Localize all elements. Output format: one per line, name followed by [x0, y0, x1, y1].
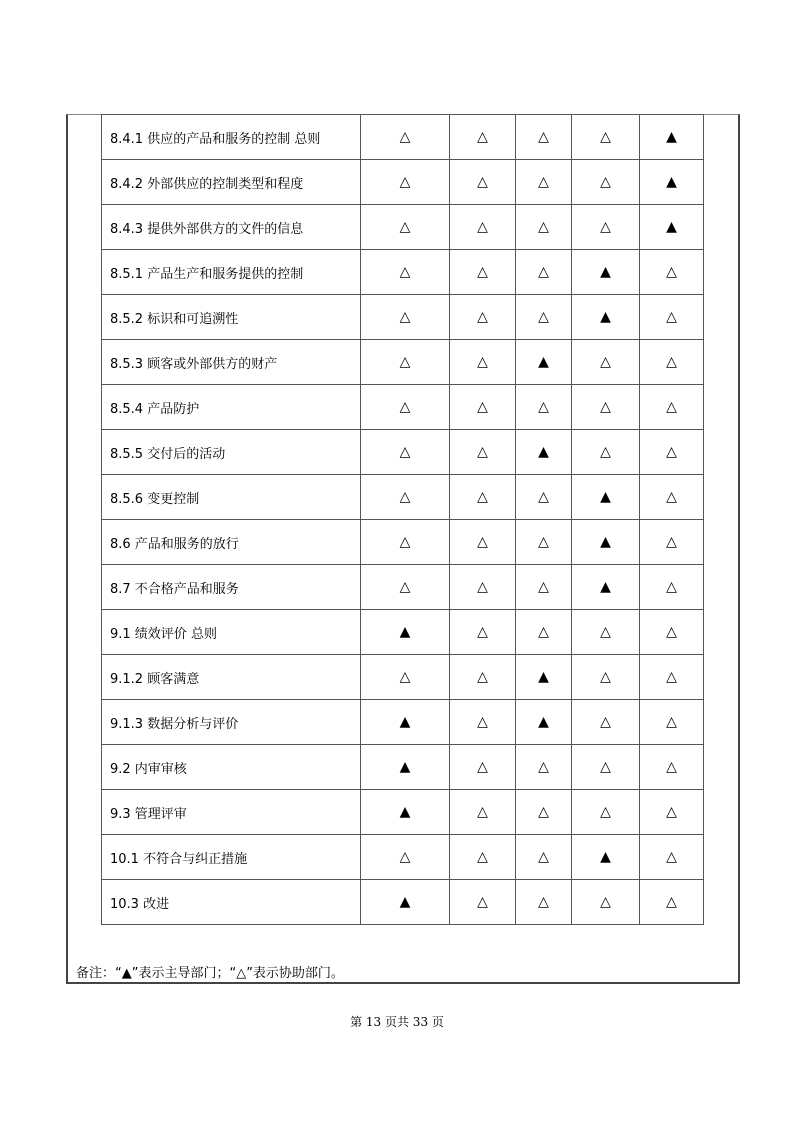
responsibility-mark-cell: △ — [361, 250, 450, 295]
responsibility-mark-cell: △ — [572, 655, 640, 700]
table-row — [102, 475, 704, 520]
responsibility-mark-cell: △ — [450, 655, 516, 700]
responsibility-mark-cell: ▲ — [516, 655, 572, 700]
responsibility-mark-cell: ▲ — [572, 475, 640, 520]
responsibility-mark-cell: △ — [516, 205, 572, 250]
responsibility-mark-cell: △ — [450, 565, 516, 610]
clause-cell: 8.4.1 供应的产品和服务的控制 总则 — [102, 115, 361, 160]
responsibility-mark-cell: △ — [450, 160, 516, 205]
responsibility-mark-cell: ▲ — [361, 880, 450, 925]
responsibility-mark-cell: △ — [361, 295, 450, 340]
clause-cell: 8.4.3 提供外部供方的文件的信息 — [102, 205, 361, 250]
responsibility-mark-cell: △ — [361, 520, 450, 565]
responsibility-mark-cell: △ — [516, 790, 572, 835]
clause-cell: 10.1 不符合与纠正措施 — [102, 835, 361, 880]
table-row — [102, 250, 704, 295]
clause-cell: 9.2 内审审核 — [102, 745, 361, 790]
table-row — [102, 880, 704, 925]
responsibility-mark-cell: △ — [361, 475, 450, 520]
matrix-body — [102, 115, 704, 925]
table-row — [102, 790, 704, 835]
clause-cell: 8.5.2 标识和可追溯性 — [102, 295, 361, 340]
responsibility-mark-cell: △ — [572, 700, 640, 745]
responsibility-mark-cell: △ — [640, 700, 704, 745]
responsibility-mark-cell: △ — [516, 385, 572, 430]
responsibility-mark-cell: △ — [572, 880, 640, 925]
responsibility-mark-cell: △ — [572, 160, 640, 205]
responsibility-mark-cell: △ — [450, 835, 516, 880]
responsibility-mark-cell: ▲ — [572, 835, 640, 880]
responsibility-mark-cell: △ — [450, 700, 516, 745]
clause-cell: 10.3 改进 — [102, 880, 361, 925]
responsibility-mark-cell: △ — [516, 475, 572, 520]
responsibility-mark-cell: ▲ — [361, 700, 450, 745]
clause-cell: 8.5.1 产品生产和服务提供的控制 — [102, 250, 361, 295]
responsibility-mark-cell: △ — [572, 745, 640, 790]
table-row — [102, 835, 704, 880]
responsibility-mark-cell: ▲ — [516, 430, 572, 475]
responsibility-mark-cell: ▲ — [640, 205, 704, 250]
responsibility-mark-cell: △ — [450, 250, 516, 295]
legend-note: 备注：“▲”表示主导部门；“△”表示协助部门。 — [76, 966, 344, 981]
responsibility-mark-cell: △ — [450, 295, 516, 340]
responsibility-mark-cell: △ — [516, 880, 572, 925]
clause-cell: 8.4.2 外部供应的控制类型和程度 — [102, 160, 361, 205]
responsibility-mark-cell: △ — [450, 610, 516, 655]
responsibility-mark-cell: ▲ — [572, 520, 640, 565]
table-row — [102, 340, 704, 385]
table-row — [102, 655, 704, 700]
clause-cell: 8.5.4 产品防护 — [102, 385, 361, 430]
responsibility-mark-cell: △ — [450, 475, 516, 520]
responsibility-mark-cell: △ — [450, 115, 516, 160]
responsibility-mark-cell: △ — [450, 205, 516, 250]
responsibility-mark-cell: △ — [572, 385, 640, 430]
responsibility-mark-cell: △ — [450, 340, 516, 385]
responsibility-mark-cell: △ — [361, 205, 450, 250]
responsibility-mark-cell: △ — [640, 340, 704, 385]
responsibility-mark-cell: ▲ — [516, 340, 572, 385]
responsibility-mark-cell: △ — [640, 295, 704, 340]
responsibility-mark-cell: △ — [361, 160, 450, 205]
responsibility-mark-cell: △ — [450, 385, 516, 430]
responsibility-mark-cell: △ — [516, 115, 572, 160]
table-row — [102, 430, 704, 475]
responsibility-mark-cell: △ — [516, 565, 572, 610]
clause-cell: 8.5.6 变更控制 — [102, 475, 361, 520]
responsibility-mark-cell: △ — [361, 655, 450, 700]
clause-cell: 9.1 绩效评价 总则 — [102, 610, 361, 655]
responsibility-mark-cell: △ — [516, 160, 572, 205]
responsibility-mark-cell: △ — [516, 745, 572, 790]
responsibility-mark-cell: △ — [640, 520, 704, 565]
responsibility-mark-cell: △ — [572, 610, 640, 655]
responsibility-mark-cell: △ — [640, 655, 704, 700]
responsibility-mark-cell: △ — [450, 790, 516, 835]
responsibility-mark-cell: ▲ — [572, 565, 640, 610]
table-row — [102, 700, 704, 745]
responsibility-mark-cell: ▲ — [572, 250, 640, 295]
responsibility-mark-cell: △ — [516, 610, 572, 655]
responsibility-mark-cell: △ — [516, 250, 572, 295]
responsibility-mark-cell: △ — [572, 790, 640, 835]
responsibility-mark-cell: △ — [361, 340, 450, 385]
clause-cell: 9.3 管理评审 — [102, 790, 361, 835]
table-row — [102, 295, 704, 340]
responsibility-mark-cell: ▲ — [361, 610, 450, 655]
responsibility-mark-cell: △ — [640, 385, 704, 430]
responsibility-mark-cell: △ — [361, 565, 450, 610]
table-row — [102, 565, 704, 610]
responsibility-matrix-table — [101, 114, 704, 925]
table-row — [102, 745, 704, 790]
clause-cell: 8.5.3 顾客或外部供方的财产 — [102, 340, 361, 385]
responsibility-mark-cell: △ — [572, 115, 640, 160]
responsibility-mark-cell: △ — [361, 385, 450, 430]
responsibility-mark-cell: ▲ — [516, 700, 572, 745]
responsibility-mark-cell: △ — [572, 340, 640, 385]
page-number: 第 13 页共 33 页 — [350, 1015, 444, 1029]
responsibility-mark-cell: △ — [640, 835, 704, 880]
responsibility-mark-cell: ▲ — [640, 115, 704, 160]
responsibility-mark-cell: ▲ — [640, 160, 704, 205]
responsibility-mark-cell: △ — [361, 835, 450, 880]
responsibility-mark-cell: △ — [640, 610, 704, 655]
responsibility-mark-cell: △ — [640, 565, 704, 610]
responsibility-mark-cell: △ — [450, 430, 516, 475]
responsibility-mark-cell: △ — [572, 430, 640, 475]
responsibility-mark-cell: ▲ — [572, 295, 640, 340]
responsibility-mark-cell: △ — [361, 430, 450, 475]
responsibility-mark-cell: △ — [516, 520, 572, 565]
clause-cell: 8.6 产品和服务的放行 — [102, 520, 361, 565]
responsibility-mark-cell: △ — [572, 205, 640, 250]
responsibility-mark-cell: △ — [640, 475, 704, 520]
table-row — [102, 385, 704, 430]
responsibility-mark-cell: △ — [640, 745, 704, 790]
clause-cell: 8.7 不合格产品和服务 — [102, 565, 361, 610]
table-row — [102, 205, 704, 250]
responsibility-mark-cell: △ — [640, 880, 704, 925]
responsibility-mark-cell: △ — [361, 115, 450, 160]
responsibility-mark-cell: ▲ — [361, 745, 450, 790]
clause-cell: 8.5.5 交付后的活动 — [102, 430, 361, 475]
table-row — [102, 160, 704, 205]
responsibility-mark-cell: △ — [450, 880, 516, 925]
responsibility-mark-cell: △ — [640, 430, 704, 475]
responsibility-mark-cell: △ — [450, 520, 516, 565]
table-row — [102, 115, 704, 160]
responsibility-mark-cell: △ — [640, 250, 704, 295]
responsibility-mark-cell: ▲ — [361, 790, 450, 835]
responsibility-mark-cell: △ — [450, 745, 516, 790]
responsibility-mark-cell: △ — [640, 790, 704, 835]
clause-cell: 9.1.2 顾客满意 — [102, 655, 361, 700]
table-row — [102, 610, 704, 655]
responsibility-mark-cell: △ — [516, 835, 572, 880]
table-row — [102, 520, 704, 565]
responsibility-mark-cell: △ — [516, 295, 572, 340]
clause-cell: 9.1.3 数据分析与评价 — [102, 700, 361, 745]
